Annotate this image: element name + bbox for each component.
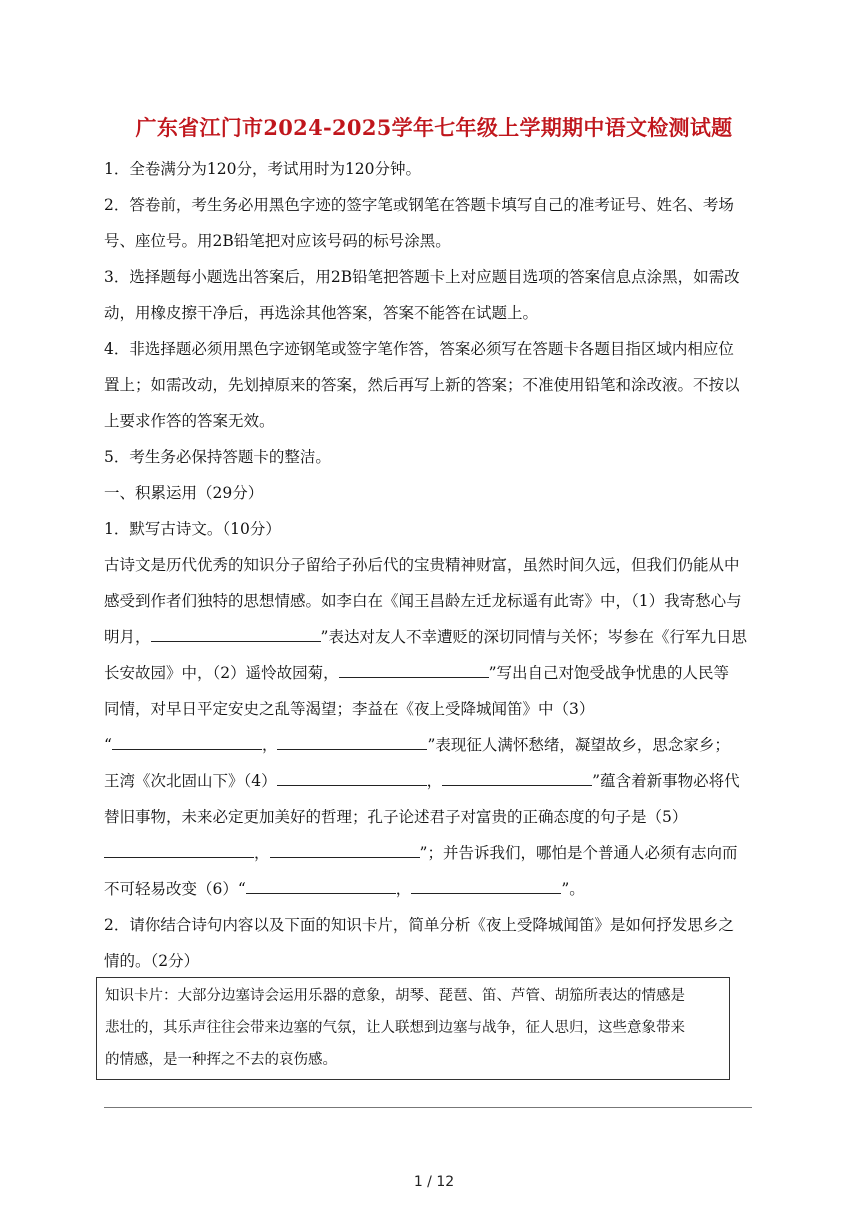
instruction-line: 1．全卷满分为120分，考试用时为120分钟。 — [104, 160, 422, 178]
question-text — [104, 626, 747, 648]
instruction-line: 上要求作答的答案无效。 — [104, 412, 275, 430]
question-text — [104, 662, 729, 684]
question-text — [104, 842, 737, 864]
answer-blank[interactable] — [246, 878, 396, 894]
instruction-line: 置上；如需改动，先划掉原来的答案，然后再写上新的答案；不准使用铅笔和涂改液。不按以 — [104, 376, 740, 394]
question-text-fragment: ， — [254, 844, 270, 862]
question-text: 同情，对早日平定安史之乱等渴望；李益在《夜上受降城闻笛》中（3） — [104, 700, 595, 718]
question-text-fragment: 长安故园》中，（2）遥怜故园菊， — [104, 664, 339, 682]
question-text-fragment: 不可轻易改变（6）“ — [104, 880, 246, 898]
question-text-fragment: ”；并告诉我们，哪怕是个普通人必须有志向而 — [419, 844, 738, 862]
answer-blank[interactable] — [277, 770, 427, 786]
question-text: 感受到作者们独特的思想情感。如李白在《闻王昌龄左迁龙标遥有此寄》中，（1）我寄愁心与 — [104, 592, 742, 610]
answer-blank[interactable] — [411, 878, 561, 894]
page-number: 1 / 12 — [413, 1174, 455, 1190]
answer-blank[interactable] — [270, 842, 420, 858]
question-text — [104, 878, 585, 900]
answer-blank[interactable] — [151, 626, 321, 642]
instruction-line: 5．考生务必保持答题卡的整洁。 — [104, 448, 331, 466]
page-title: 广东省江门市2024-2025学年七年级上学期期中语文检测试题 — [135, 115, 733, 140]
question-text-fragment: ”写出自己对饱受战争忧患的人民等 — [488, 664, 730, 682]
knowledge-card-line: 悲壮的，其乐声往往会带来边塞的气氛，让人联想到边塞与战争，征人思归，这些意象带来 — [105, 1020, 685, 1036]
question-heading: 1．默写古诗文。（10分） — [104, 520, 281, 538]
instruction-line: 2．答卷前，考生务必用黑色字迹的签字笔或钢笔在答题卡填写自己的准考证号、姓名、考场 — [104, 196, 734, 214]
question-text-fragment: ”。 — [561, 880, 585, 898]
question-text: 2．请你结合诗句内容以及下面的知识卡片，简单分析《夜上受降城闻笛》是如何抒发思乡之 — [104, 916, 734, 934]
answer-line[interactable] — [104, 1107, 752, 1108]
question-text-fragment: ”表达对友人不幸遭贬的深切同情与关怀；岑参在《行军九日思 — [320, 628, 747, 646]
instruction-line: 4．非选择题必须用黑色字迹钢笔或签字笔作答，答案必须写在答题卡各题目指区域内相应位 — [104, 340, 734, 358]
question-text-fragment: “ — [104, 736, 112, 754]
knowledge-card — [96, 977, 730, 1080]
question-text — [104, 734, 730, 756]
question-text-fragment: ， — [261, 736, 278, 754]
knowledge-card-line: 的情感，是一种挥之不去的哀伤感。 — [105, 1052, 337, 1068]
question-text-fragment: ”蕴含着新事物必将代 — [592, 772, 740, 790]
question-text-fragment: 明月， — [104, 628, 151, 646]
instruction-line: 动，用橡皮擦干净后，再选涂其他答案，答案不能答在试题上。 — [104, 304, 539, 322]
instruction-line: 号、座位号。用2B铅笔把对应该号码的标号涂黑。 — [104, 232, 451, 250]
question-text-fragment: ， — [395, 880, 412, 898]
question-text: 古诗文是历代优秀的知识分子留给子孙后代的宝贵精神财富，虽然时间久远，但我们仍能从中 — [104, 556, 740, 574]
question-text: 情的。（2分） — [104, 952, 200, 970]
answer-blank[interactable] — [104, 842, 254, 858]
question-text: 替旧事物，未来必定更加美好的哲理；孔子论述君子对富贵的正确态度的句子是（5） — [104, 808, 688, 826]
answer-blank[interactable] — [442, 770, 592, 786]
question-text-fragment: 王湾《次北固山下》（4） — [104, 772, 277, 790]
answer-blank[interactable] — [112, 734, 262, 750]
instruction-line: 3．选择题每小题选出答案后，用2B铅笔把答题卡上对应题目选项的答案信息点涂黑，如需改 — [104, 268, 740, 286]
section-heading: 一、积累运用（29分） — [104, 484, 264, 502]
knowledge-card-line: 知识卡片：大部分边塞诗会运用乐器的意象，胡琴、琵琶、笛、芦管、胡笳所表达的情感是 — [105, 988, 685, 1004]
answer-blank[interactable] — [339, 662, 489, 678]
question-text-fragment: ”表现征人满怀愁绪，凝望故乡，思念家乡； — [427, 736, 730, 754]
answer-blank[interactable] — [277, 734, 427, 750]
question-text — [104, 770, 740, 792]
question-text-fragment: ， — [426, 772, 443, 790]
